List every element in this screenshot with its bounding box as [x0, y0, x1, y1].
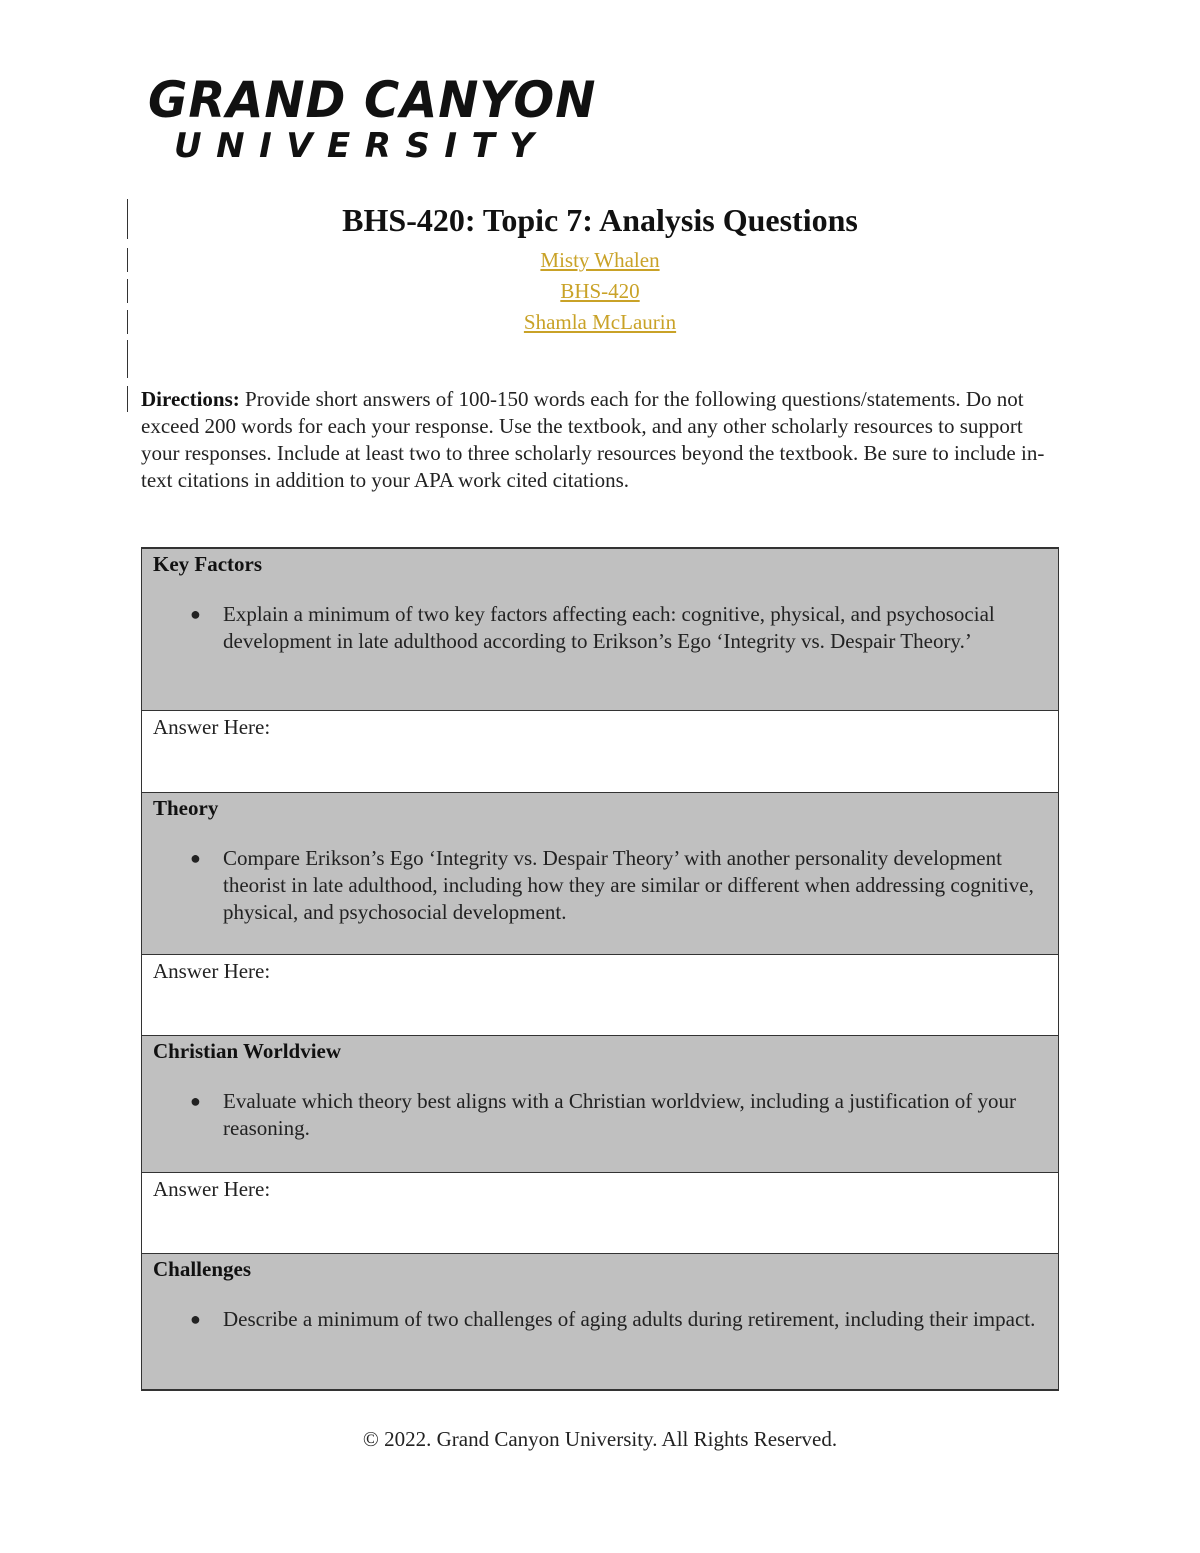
questions-table — [141, 547, 1059, 1391]
bullet-icon: ● — [190, 1091, 201, 1111]
prompt-item — [153, 1088, 1047, 1142]
directions-label: Directions: — [141, 387, 240, 411]
section-heading: Challenges — [153, 1257, 252, 1281]
directions-text: Provide short answers of 100-150 words each for the following questions/statements. Do not exceed 200 words for each your response. Use the textbook, and any other scholarly resources to support your responses. Include at least two to three scholarly resources beyond the textbook. Be sure to include in-text citations in addition to your APA work cited citations. — [141, 387, 1045, 492]
revision-bar — [127, 386, 128, 412]
answer-label: Answer Here: — [153, 715, 271, 739]
copyright-footer: © 2022. Grand Canyon University. All Rights Reserved. — [362, 1427, 838, 1451]
prompt-text: Compare Erikson’s Ego ‘Integrity vs. Despair Theory’ with another personality development theorist in late adulthood, including how they are similar or different when addressing cognitive, physical, and psychosocial development. — [223, 846, 1034, 924]
question-row-theory — [142, 793, 1059, 955]
question-cell — [142, 1254, 1059, 1391]
section-heading: Theory — [153, 796, 219, 820]
section-heading: Christian Worldview — [153, 1039, 342, 1063]
prompt-item — [153, 601, 1047, 655]
answer-row — [142, 955, 1059, 1036]
question-cell — [142, 548, 1059, 711]
revision-bar — [127, 340, 128, 378]
page-title: BHS-420: Topic 7: Analysis Questions — [342, 202, 858, 238]
bullet-icon: ● — [190, 1309, 201, 1329]
answer-cell[interactable] — [142, 1173, 1059, 1254]
university-logo — [148, 71, 597, 168]
prompt-text: Describe a minimum of two challenges of aging adults during retirement, including their impact. — [223, 1307, 1036, 1331]
prompt-list — [153, 845, 1047, 926]
student-name-line — [0, 247, 1200, 273]
prompt-text: Explain a minimum of two key factors affecting each: cognitive, physical, and psychosocial development in late adulthood according to Erikson’s Ego ‘Integrity vs. Despair Theory.’ — [223, 602, 995, 653]
directions-paragraph — [141, 386, 1061, 494]
section-heading: Key Factors — [153, 552, 263, 576]
course-code-link[interactable]: BHS-420 — [560, 279, 640, 303]
answer-row — [142, 711, 1059, 793]
question-cell — [142, 793, 1059, 955]
answer-row — [142, 1173, 1059, 1254]
prompt-text: Evaluate which theory best aligns with a Christian worldview, including a justification of your reasoning. — [223, 1089, 1016, 1140]
logo-line-grand-canyon: GRAND CANYON — [148, 71, 597, 129]
answer-cell[interactable] — [142, 955, 1059, 1036]
question-row-challenges — [142, 1254, 1059, 1391]
student-name-link[interactable]: Misty Whalen — [540, 248, 660, 272]
prompt-list — [153, 601, 1047, 655]
prompt-list — [153, 1088, 1047, 1142]
bullet-icon: ● — [190, 848, 201, 868]
instructor-name-line — [0, 309, 1200, 335]
answer-label: Answer Here: — [153, 959, 271, 983]
answer-cell[interactable] — [142, 711, 1059, 793]
bullet-icon: ● — [190, 604, 201, 624]
course-code-line — [0, 278, 1200, 304]
instructor-name-link[interactable]: Shamla McLaurin — [523, 310, 677, 334]
question-row-christian-worldview — [142, 1036, 1059, 1173]
logo-line-university: UNIVERSITY — [174, 126, 549, 166]
prompt-list — [153, 1306, 1047, 1333]
answer-label: Answer Here: — [153, 1177, 271, 1201]
prompt-item — [153, 845, 1047, 926]
question-cell — [142, 1036, 1059, 1173]
question-row-key-factors — [142, 548, 1059, 711]
prompt-item — [153, 1306, 1047, 1333]
